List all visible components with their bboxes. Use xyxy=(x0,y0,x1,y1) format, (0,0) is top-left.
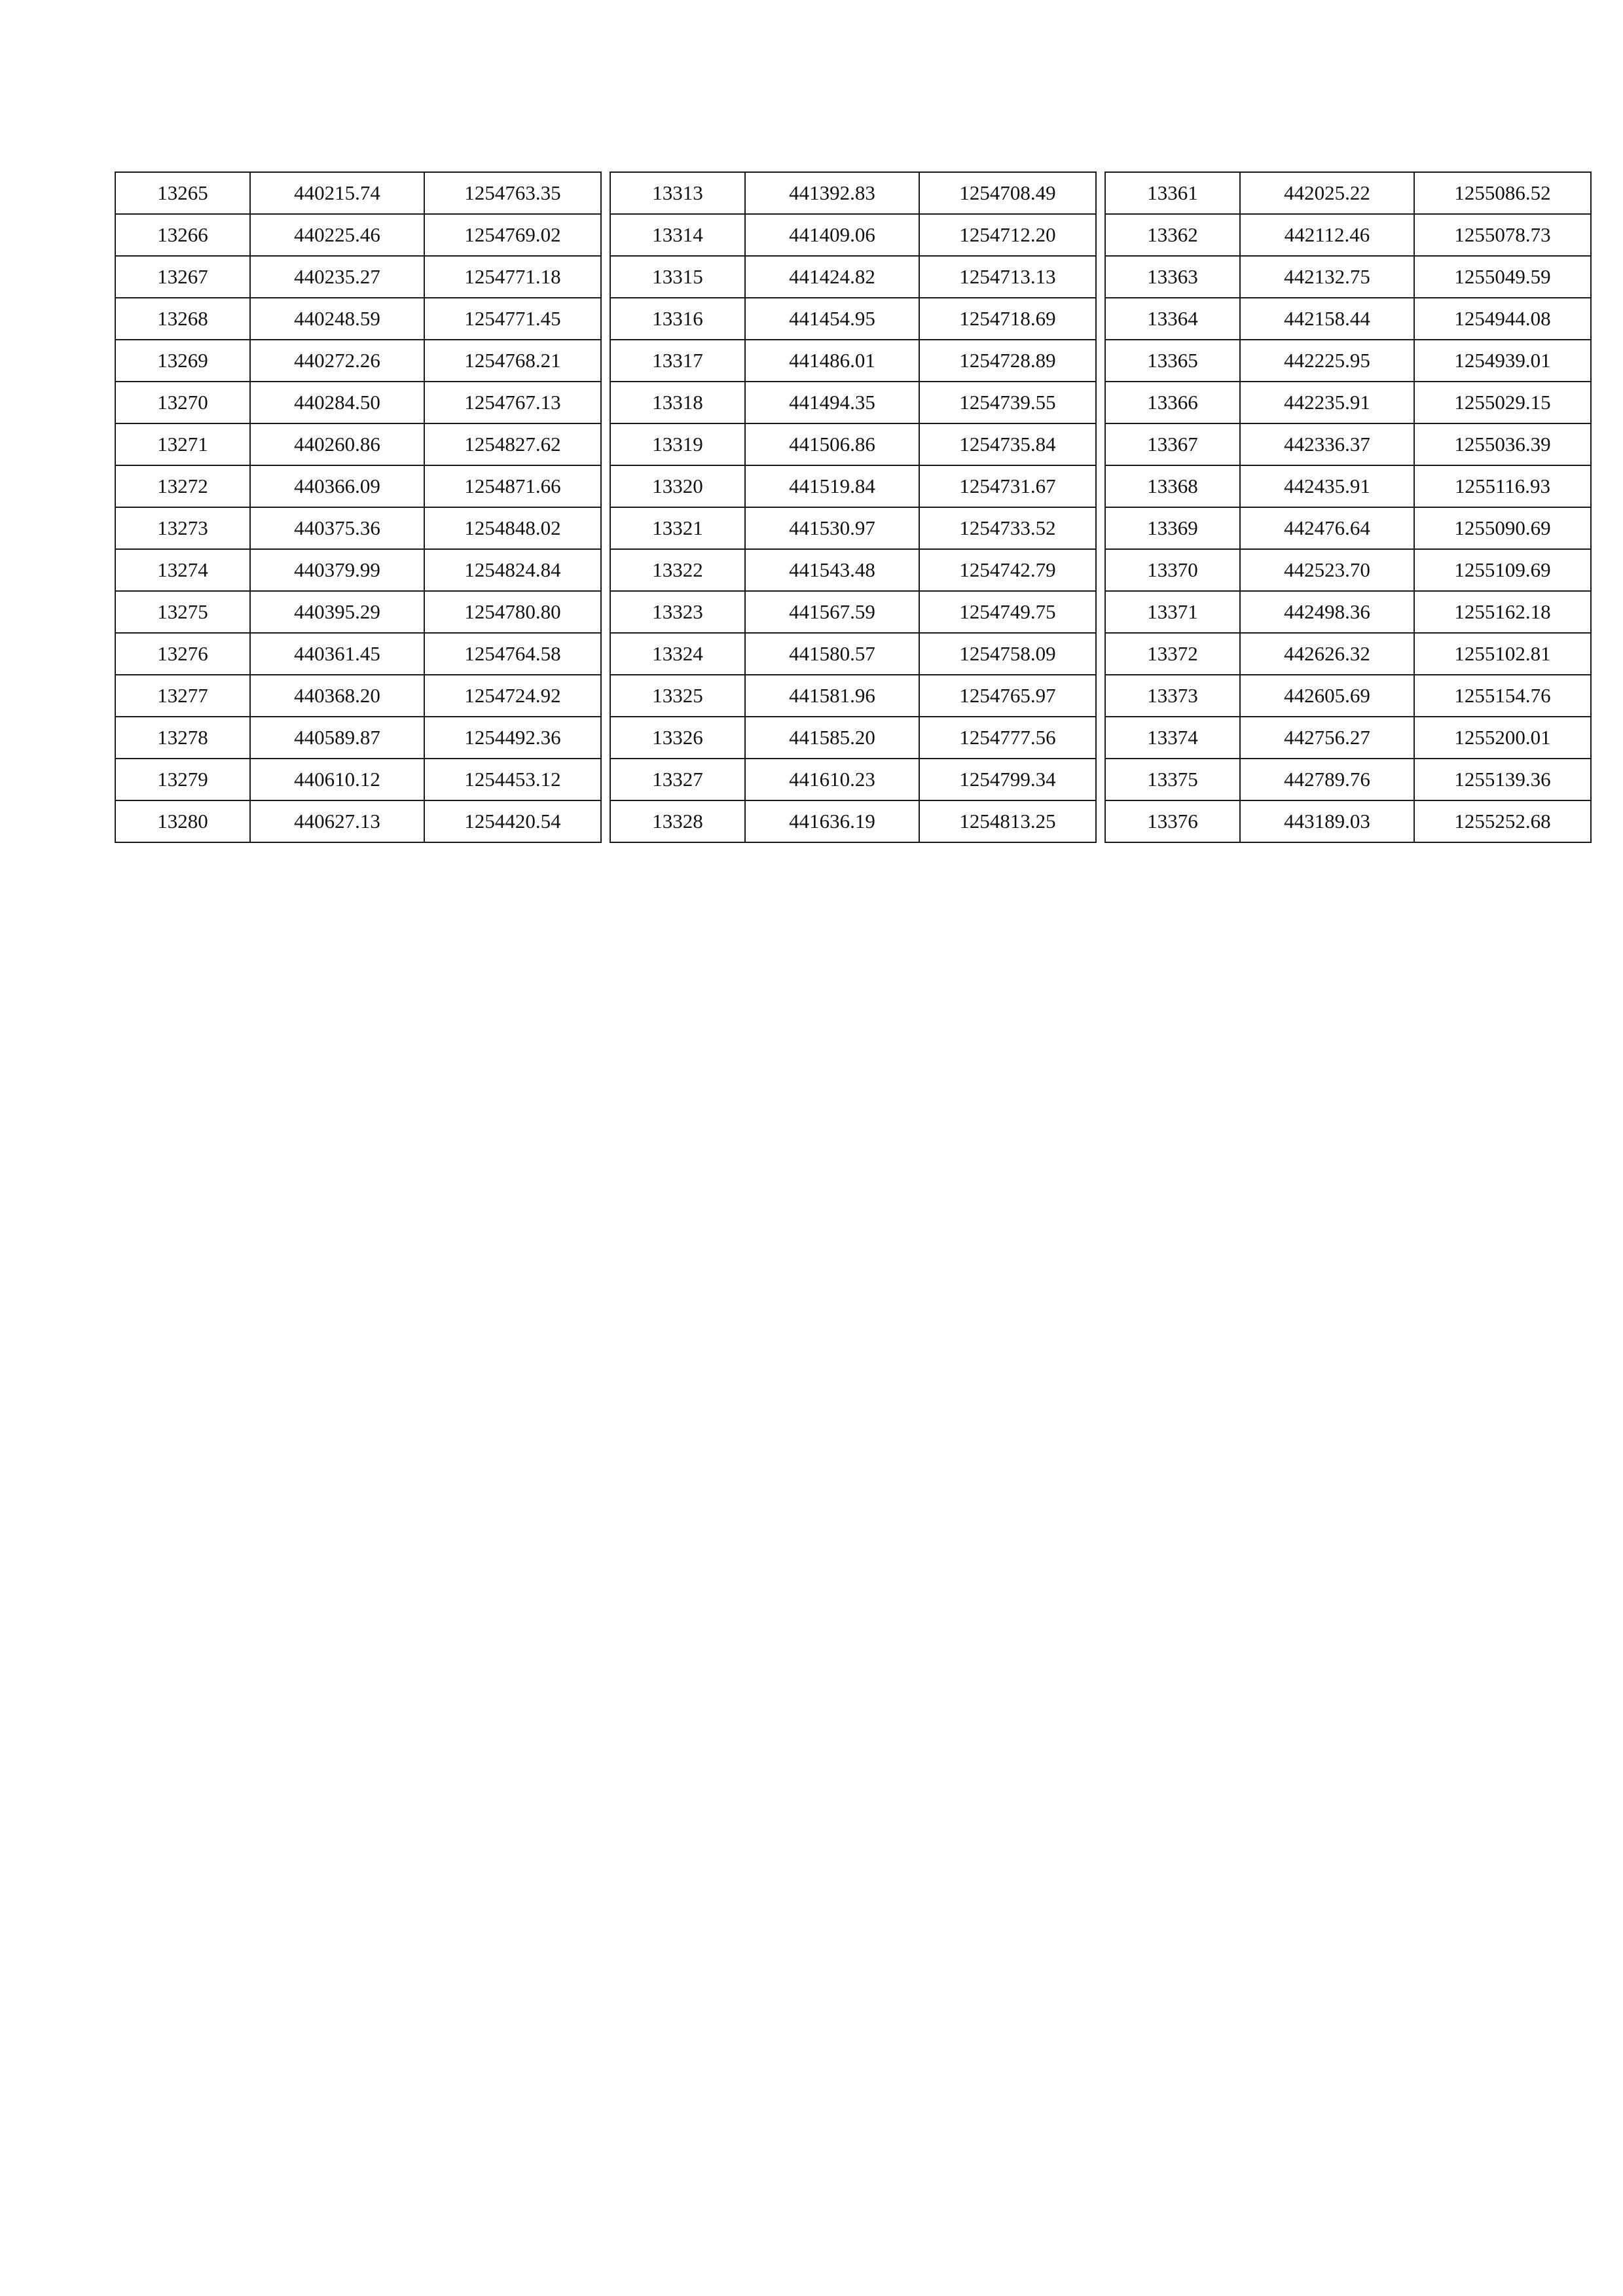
point-id-cell: 13321 xyxy=(610,507,745,549)
x-coordinate-cell: 441585.20 xyxy=(745,717,919,759)
y-coordinate-cell: 1254769.02 xyxy=(424,214,601,256)
x-coordinate-cell: 440361.45 xyxy=(250,633,424,675)
point-id-cell: 13273 xyxy=(115,507,250,549)
x-coordinate-cell: 440610.12 xyxy=(250,759,424,800)
y-coordinate-cell: 1254765.97 xyxy=(919,675,1096,717)
y-coordinate-cell: 1254771.45 xyxy=(424,298,601,340)
column-gap xyxy=(601,633,610,675)
x-coordinate-cell: 441636.19 xyxy=(745,800,919,842)
point-id-cell: 13280 xyxy=(115,800,250,842)
x-coordinate-cell: 441580.57 xyxy=(745,633,919,675)
point-id-cell: 13269 xyxy=(115,340,250,382)
point-id-cell: 13376 xyxy=(1105,800,1240,842)
point-id-cell: 13320 xyxy=(610,465,745,507)
point-id-cell: 13277 xyxy=(115,675,250,717)
x-coordinate-cell: 442756.27 xyxy=(1240,717,1414,759)
y-coordinate-cell: 1254777.56 xyxy=(919,717,1096,759)
x-coordinate-cell: 442789.76 xyxy=(1240,759,1414,800)
column-gap xyxy=(1096,591,1105,633)
table-row xyxy=(115,298,1591,340)
column-gap xyxy=(1096,717,1105,759)
x-coordinate-cell: 442605.69 xyxy=(1240,675,1414,717)
point-id-cell: 13313 xyxy=(610,172,745,214)
point-id-cell: 13314 xyxy=(610,214,745,256)
column-gap xyxy=(1096,759,1105,800)
point-id-cell: 13374 xyxy=(1105,717,1240,759)
y-coordinate-cell: 1254713.13 xyxy=(919,256,1096,298)
point-id-cell: 13373 xyxy=(1105,675,1240,717)
x-coordinate-cell: 442112.46 xyxy=(1240,214,1414,256)
x-coordinate-cell: 441494.35 xyxy=(745,382,919,423)
x-coordinate-cell: 440215.74 xyxy=(250,172,424,214)
x-coordinate-cell: 440248.59 xyxy=(250,298,424,340)
table-row xyxy=(115,633,1591,675)
table-row xyxy=(115,717,1591,759)
point-id-cell: 13368 xyxy=(1105,465,1240,507)
y-coordinate-cell: 1254824.84 xyxy=(424,549,601,591)
column-gap xyxy=(1096,549,1105,591)
x-coordinate-cell: 440375.36 xyxy=(250,507,424,549)
point-id-cell: 13364 xyxy=(1105,298,1240,340)
y-coordinate-cell: 1255154.76 xyxy=(1414,675,1591,717)
y-coordinate-cell: 1254763.35 xyxy=(424,172,601,214)
y-coordinate-cell: 1254944.08 xyxy=(1414,298,1591,340)
x-coordinate-cell: 441610.23 xyxy=(745,759,919,800)
point-id-cell: 13324 xyxy=(610,633,745,675)
y-coordinate-cell: 1255090.69 xyxy=(1414,507,1591,549)
x-coordinate-cell: 442235.91 xyxy=(1240,382,1414,423)
y-coordinate-cell: 1254733.52 xyxy=(919,507,1096,549)
x-coordinate-cell: 440260.86 xyxy=(250,423,424,465)
x-coordinate-cell: 443189.03 xyxy=(1240,800,1414,842)
point-id-cell: 13266 xyxy=(115,214,250,256)
x-coordinate-cell: 441392.83 xyxy=(745,172,919,214)
x-coordinate-cell: 441506.86 xyxy=(745,423,919,465)
point-id-cell: 13370 xyxy=(1105,549,1240,591)
x-coordinate-cell: 441519.84 xyxy=(745,465,919,507)
point-id-cell: 13372 xyxy=(1105,633,1240,675)
column-gap xyxy=(601,423,610,465)
y-coordinate-cell: 1255252.68 xyxy=(1414,800,1591,842)
y-coordinate-cell: 1254735.84 xyxy=(919,423,1096,465)
column-gap xyxy=(601,340,610,382)
y-coordinate-cell: 1254813.25 xyxy=(919,800,1096,842)
y-coordinate-cell: 1254799.34 xyxy=(919,759,1096,800)
point-id-cell: 13319 xyxy=(610,423,745,465)
column-gap xyxy=(1096,507,1105,549)
column-gap xyxy=(601,172,610,214)
table-row xyxy=(115,256,1591,298)
column-gap xyxy=(601,549,610,591)
point-id-cell: 13275 xyxy=(115,591,250,633)
x-coordinate-cell: 442626.32 xyxy=(1240,633,1414,675)
point-id-cell: 13268 xyxy=(115,298,250,340)
x-coordinate-cell: 441530.97 xyxy=(745,507,919,549)
x-coordinate-cell: 440235.27 xyxy=(250,256,424,298)
point-id-cell: 13327 xyxy=(610,759,745,800)
y-coordinate-cell: 1255102.81 xyxy=(1414,633,1591,675)
x-coordinate-cell: 440368.20 xyxy=(250,675,424,717)
x-coordinate-cell: 440627.13 xyxy=(250,800,424,842)
column-gap xyxy=(1096,465,1105,507)
column-gap xyxy=(601,465,610,507)
y-coordinate-cell: 1254749.75 xyxy=(919,591,1096,633)
table-body xyxy=(115,172,1591,842)
y-coordinate-cell: 1254728.89 xyxy=(919,340,1096,382)
y-coordinate-cell: 1254712.20 xyxy=(919,214,1096,256)
point-id-cell: 13371 xyxy=(1105,591,1240,633)
x-coordinate-cell: 442435.91 xyxy=(1240,465,1414,507)
y-coordinate-cell: 1254742.79 xyxy=(919,549,1096,591)
column-gap xyxy=(1096,382,1105,423)
x-coordinate-cell: 442225.95 xyxy=(1240,340,1414,382)
x-coordinate-cell: 440272.26 xyxy=(250,340,424,382)
point-id-cell: 13315 xyxy=(610,256,745,298)
y-coordinate-cell: 1255109.69 xyxy=(1414,549,1591,591)
table-row xyxy=(115,800,1591,842)
x-coordinate-cell: 442132.75 xyxy=(1240,256,1414,298)
y-coordinate-cell: 1255036.39 xyxy=(1414,423,1591,465)
column-gap xyxy=(1096,633,1105,675)
y-coordinate-cell: 1255139.36 xyxy=(1414,759,1591,800)
column-gap xyxy=(1096,423,1105,465)
column-gap xyxy=(1096,172,1105,214)
y-coordinate-cell: 1255162.18 xyxy=(1414,591,1591,633)
x-coordinate-cell: 442158.44 xyxy=(1240,298,1414,340)
point-id-cell: 13366 xyxy=(1105,382,1240,423)
table-row xyxy=(115,591,1591,633)
x-coordinate-cell: 442336.37 xyxy=(1240,423,1414,465)
point-id-cell: 13322 xyxy=(610,549,745,591)
y-coordinate-cell: 1255078.73 xyxy=(1414,214,1591,256)
point-id-cell: 13323 xyxy=(610,591,745,633)
column-gap xyxy=(601,717,610,759)
point-id-cell: 13267 xyxy=(115,256,250,298)
x-coordinate-cell: 441486.01 xyxy=(745,340,919,382)
table-row xyxy=(115,423,1591,465)
column-gap xyxy=(1096,340,1105,382)
column-gap xyxy=(1096,800,1105,842)
point-id-cell: 13278 xyxy=(115,717,250,759)
y-coordinate-cell: 1254939.01 xyxy=(1414,340,1591,382)
x-coordinate-cell: 441409.06 xyxy=(745,214,919,256)
point-id-cell: 13365 xyxy=(1105,340,1240,382)
point-id-cell: 13363 xyxy=(1105,256,1240,298)
point-id-cell: 13272 xyxy=(115,465,250,507)
y-coordinate-cell: 1254767.13 xyxy=(424,382,601,423)
point-id-cell: 13318 xyxy=(610,382,745,423)
point-id-cell: 13367 xyxy=(1105,423,1240,465)
x-coordinate-cell: 440366.09 xyxy=(250,465,424,507)
table-row xyxy=(115,675,1591,717)
point-id-cell: 13325 xyxy=(610,675,745,717)
point-id-cell: 13375 xyxy=(1105,759,1240,800)
y-coordinate-cell: 1254453.12 xyxy=(424,759,601,800)
column-gap xyxy=(601,298,610,340)
y-coordinate-cell: 1254708.49 xyxy=(919,172,1096,214)
column-gap xyxy=(601,256,610,298)
point-id-cell: 13362 xyxy=(1105,214,1240,256)
x-coordinate-cell: 440589.87 xyxy=(250,717,424,759)
table-row xyxy=(115,382,1591,423)
y-coordinate-cell: 1254871.66 xyxy=(424,465,601,507)
x-coordinate-cell: 440395.29 xyxy=(250,591,424,633)
y-coordinate-cell: 1254420.54 xyxy=(424,800,601,842)
column-gap xyxy=(601,382,610,423)
point-id-cell: 13369 xyxy=(1105,507,1240,549)
x-coordinate-cell: 441567.59 xyxy=(745,591,919,633)
x-coordinate-cell: 442025.22 xyxy=(1240,172,1414,214)
x-coordinate-cell: 440284.50 xyxy=(250,382,424,423)
column-gap xyxy=(601,591,610,633)
column-gap xyxy=(601,675,610,717)
column-gap xyxy=(1096,298,1105,340)
y-coordinate-cell: 1254739.55 xyxy=(919,382,1096,423)
y-coordinate-cell: 1254780.80 xyxy=(424,591,601,633)
point-id-cell: 13276 xyxy=(115,633,250,675)
table-row xyxy=(115,214,1591,256)
point-id-cell: 13361 xyxy=(1105,172,1240,214)
column-gap xyxy=(1096,675,1105,717)
y-coordinate-cell: 1254827.62 xyxy=(424,423,601,465)
table-row xyxy=(115,340,1591,382)
point-id-cell: 13270 xyxy=(115,382,250,423)
table-row xyxy=(115,549,1591,591)
y-coordinate-cell: 1254771.18 xyxy=(424,256,601,298)
y-coordinate-cell: 1254718.69 xyxy=(919,298,1096,340)
point-id-cell: 13279 xyxy=(115,759,250,800)
y-coordinate-cell: 1255049.59 xyxy=(1414,256,1591,298)
y-coordinate-cell: 1254764.58 xyxy=(424,633,601,675)
y-coordinate-cell: 1254768.21 xyxy=(424,340,601,382)
y-coordinate-cell: 1254758.09 xyxy=(919,633,1096,675)
column-gap xyxy=(601,800,610,842)
x-coordinate-cell: 441424.82 xyxy=(745,256,919,298)
point-id-cell: 13265 xyxy=(115,172,250,214)
table-row xyxy=(115,172,1591,214)
x-coordinate-cell: 440379.99 xyxy=(250,549,424,591)
point-id-cell: 13271 xyxy=(115,423,250,465)
x-coordinate-cell: 442523.70 xyxy=(1240,549,1414,591)
x-coordinate-cell: 441581.96 xyxy=(745,675,919,717)
column-gap xyxy=(601,214,610,256)
y-coordinate-cell: 1255086.52 xyxy=(1414,172,1591,214)
coordinate-table xyxy=(115,171,1592,843)
table-row xyxy=(115,507,1591,549)
table-row xyxy=(115,465,1591,507)
y-coordinate-cell: 1255200.01 xyxy=(1414,717,1591,759)
x-coordinate-cell: 441454.95 xyxy=(745,298,919,340)
y-coordinate-cell: 1254848.02 xyxy=(424,507,601,549)
point-id-cell: 13317 xyxy=(610,340,745,382)
x-coordinate-cell: 442498.36 xyxy=(1240,591,1414,633)
x-coordinate-cell: 441543.48 xyxy=(745,549,919,591)
column-gap xyxy=(1096,256,1105,298)
point-id-cell: 13328 xyxy=(610,800,745,842)
point-id-cell: 13316 xyxy=(610,298,745,340)
column-gap xyxy=(601,507,610,549)
point-id-cell: 13326 xyxy=(610,717,745,759)
y-coordinate-cell: 1254492.36 xyxy=(424,717,601,759)
table-row xyxy=(115,759,1591,800)
y-coordinate-cell: 1254724.92 xyxy=(424,675,601,717)
point-id-cell: 13274 xyxy=(115,549,250,591)
x-coordinate-cell: 442476.64 xyxy=(1240,507,1414,549)
y-coordinate-cell: 1255116.93 xyxy=(1414,465,1591,507)
column-gap xyxy=(1096,214,1105,256)
y-coordinate-cell: 1254731.67 xyxy=(919,465,1096,507)
column-gap xyxy=(601,759,610,800)
x-coordinate-cell: 440225.46 xyxy=(250,214,424,256)
y-coordinate-cell: 1255029.15 xyxy=(1414,382,1591,423)
